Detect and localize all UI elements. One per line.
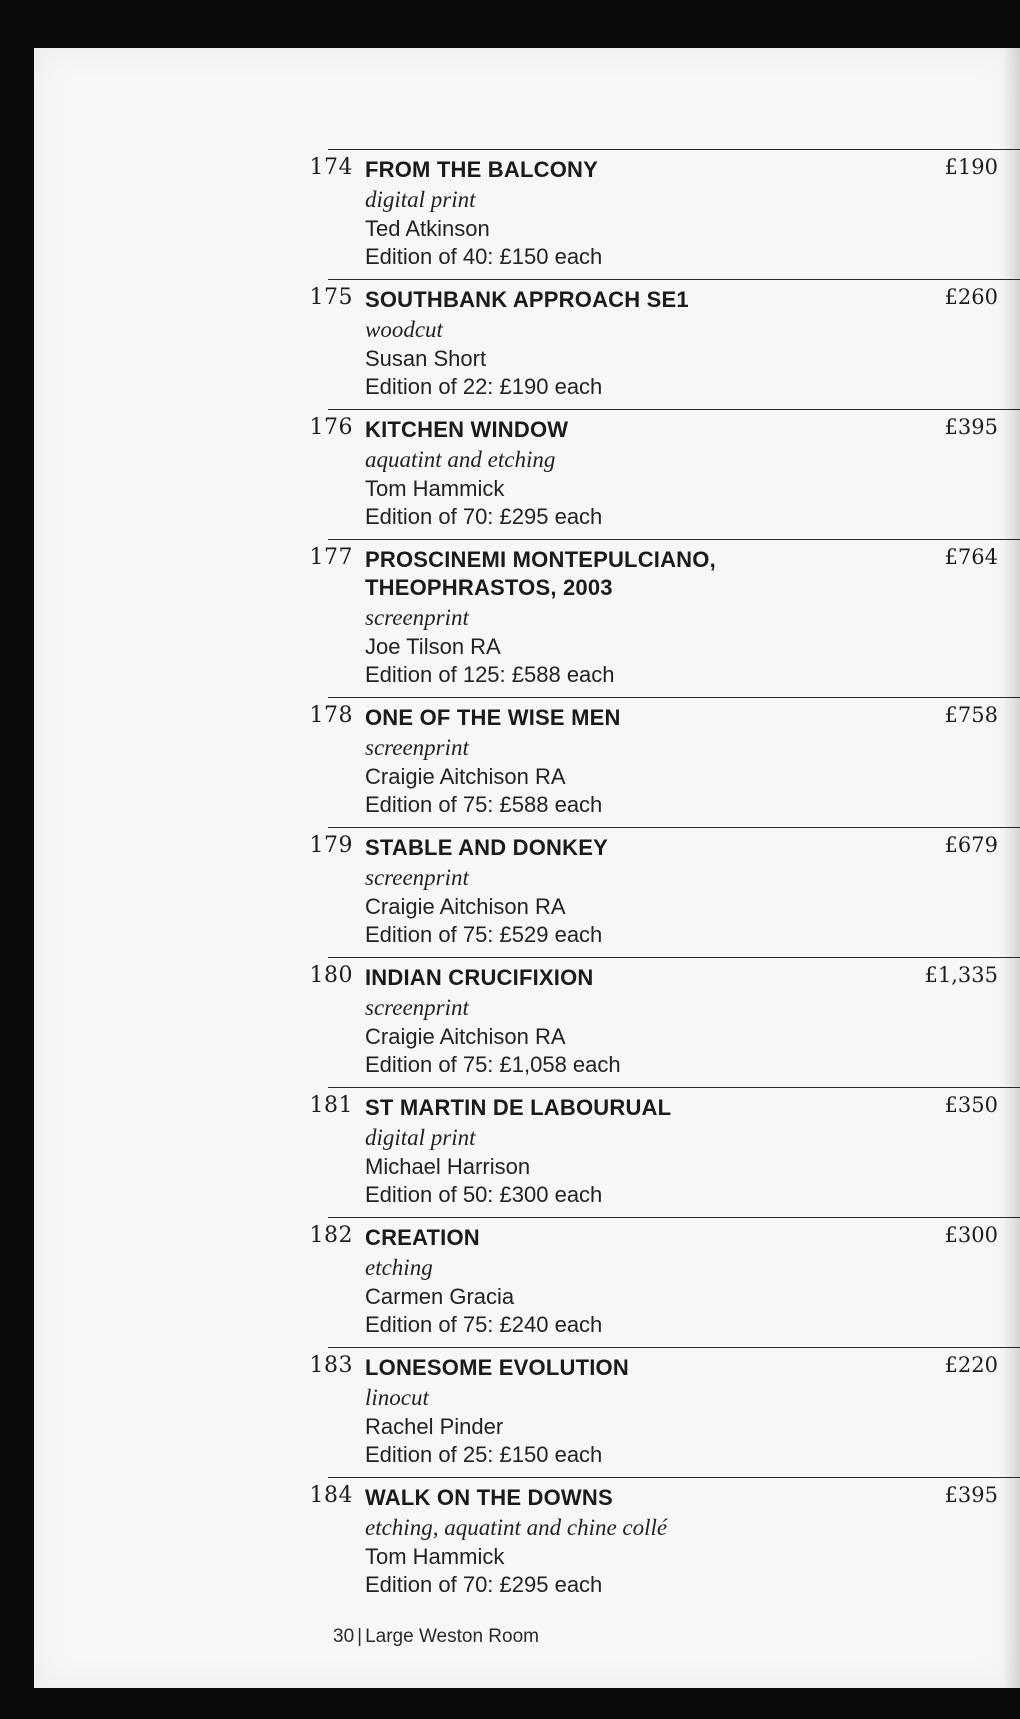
entry-medium: screenprint xyxy=(365,865,469,890)
entry-price: £395 xyxy=(944,1483,998,1507)
entry-price: £395 xyxy=(944,415,998,439)
entry-divider xyxy=(328,1347,1020,1348)
entry-title: ONE OF THE WISE MEN xyxy=(365,705,621,730)
entry-title: ST MARTIN DE LABOURUAL xyxy=(365,1095,672,1120)
entry-price: £1,335 xyxy=(924,963,998,987)
entry-180 xyxy=(34,963,1020,1093)
entry-artist: Joe Tilson RA xyxy=(365,633,501,659)
entry-175 xyxy=(34,285,1020,415)
entry-edition: Edition of 50: £300 each xyxy=(365,1182,603,1208)
entry-divider xyxy=(328,1217,1020,1218)
entry-price: £220 xyxy=(944,1353,998,1377)
entry-183 xyxy=(34,1353,1020,1483)
entry-details xyxy=(365,604,615,690)
entry-medium: digital print xyxy=(365,187,476,212)
entry-details xyxy=(365,1124,602,1210)
entry-details xyxy=(365,1254,602,1340)
page-footer xyxy=(333,1626,539,1648)
page-number: 30 xyxy=(333,1626,355,1647)
entry-details xyxy=(365,446,602,532)
entry-title: PROSCINEMI MONTEPULCIANO, xyxy=(365,547,716,572)
entry-divider xyxy=(328,1087,1020,1088)
entry-176 xyxy=(34,415,1020,545)
entry-artist: Tom Hammick xyxy=(365,475,505,501)
entry-details xyxy=(365,734,602,820)
entry-artist: Michael Harrison xyxy=(365,1153,531,1179)
entry-divider xyxy=(328,697,1020,698)
entry-number: 181 xyxy=(309,1093,353,1118)
entry-number: 179 xyxy=(309,833,353,858)
entry-price: £679 xyxy=(944,833,998,857)
entry-title: WALK ON THE DOWNS xyxy=(365,1485,613,1510)
entry-medium: etching, aquatint and chine collé xyxy=(365,1515,668,1540)
entry-medium: linocut xyxy=(365,1385,429,1410)
entry-medium: screenprint xyxy=(365,605,469,630)
entry-artist: Craigie Aitchison RA xyxy=(365,893,566,919)
entry-divider xyxy=(328,149,1020,150)
entry-edition: Edition of 75: £240 each xyxy=(365,1312,603,1338)
entry-divider xyxy=(328,957,1020,958)
entry-number: 184 xyxy=(309,1483,353,1508)
entry-details xyxy=(365,316,602,402)
entry-title: KITCHEN WINDOW xyxy=(365,417,569,442)
entry-details xyxy=(365,994,621,1080)
entry-number: 175 xyxy=(309,285,353,310)
entry-edition: Edition of 70: £295 each xyxy=(365,504,603,530)
entry-181 xyxy=(34,1093,1020,1223)
catalogue-page xyxy=(34,48,1020,1688)
entry-details xyxy=(365,1384,602,1470)
footer-separator: | xyxy=(357,1626,363,1647)
entry-artist: Tom Hammick xyxy=(365,1543,505,1569)
entry-title: FROM THE BALCONY xyxy=(365,157,598,182)
entry-edition: Edition of 40: £150 each xyxy=(365,244,603,270)
section-name: Large Weston Room xyxy=(365,1626,539,1647)
entry-artist: Rachel Pinder xyxy=(365,1413,504,1439)
entry-details xyxy=(365,864,602,950)
entry-edition: Edition of 75: £529 each xyxy=(365,922,603,948)
entry-178 xyxy=(34,703,1020,833)
entry-divider xyxy=(328,279,1020,280)
entry-edition: Edition of 25: £150 each xyxy=(365,1442,603,1468)
entry-divider xyxy=(328,409,1020,410)
entry-artist: Craigie Aitchison RA xyxy=(365,763,566,789)
entry-details xyxy=(365,186,602,272)
entry-medium: aquatint and etching xyxy=(365,447,556,472)
entry-price: £300 xyxy=(944,1223,998,1247)
entry-price: £260 xyxy=(944,285,998,309)
entry-177 xyxy=(34,545,1020,703)
entry-number: 180 xyxy=(309,963,353,988)
entry-artist: Ted Atkinson xyxy=(365,215,490,241)
entry-edition: Edition of 75: £1,058 each xyxy=(365,1052,621,1078)
entry-title: STABLE AND DONKEY xyxy=(365,835,608,860)
entry-details xyxy=(365,1514,667,1600)
entry-number: 176 xyxy=(309,415,353,440)
entry-title: INDIAN CRUCIFIXION xyxy=(365,965,594,990)
entry-artist: Susan Short xyxy=(365,345,487,371)
entry-divider xyxy=(328,1477,1020,1478)
entry-price: £758 xyxy=(944,703,998,727)
entry-medium: digital print xyxy=(365,1125,476,1150)
entry-medium: etching xyxy=(365,1255,433,1280)
entry-divider xyxy=(328,539,1020,540)
entry-number: 178 xyxy=(309,703,353,728)
entry-divider xyxy=(328,827,1020,828)
entry-184 xyxy=(34,1483,1020,1613)
entry-174 xyxy=(34,155,1020,285)
entry-medium: screenprint xyxy=(365,735,469,760)
entry-number: 174 xyxy=(309,155,353,180)
entry-edition: Edition of 75: £588 each xyxy=(365,792,603,818)
entry-title: CREATION xyxy=(365,1225,480,1250)
entry-artist: Carmen Gracia xyxy=(365,1283,515,1309)
entry-title-line-2: THEOPHRASTOS, 2003 xyxy=(365,575,613,600)
entry-edition: Edition of 70: £295 each xyxy=(365,1572,603,1598)
entry-title: SOUTHBANK APPROACH SE1 xyxy=(365,287,689,312)
entry-title: LONESOME EVOLUTION xyxy=(365,1355,629,1380)
entry-number: 183 xyxy=(309,1353,353,1378)
entry-price: £764 xyxy=(944,545,998,569)
entry-number: 177 xyxy=(309,545,353,570)
entry-number: 182 xyxy=(309,1223,353,1248)
entry-medium: woodcut xyxy=(365,317,443,342)
entry-edition: Edition of 22: £190 each xyxy=(365,374,603,400)
entry-price: £350 xyxy=(944,1093,998,1117)
entry-artist: Craigie Aitchison RA xyxy=(365,1023,566,1049)
entry-price: £190 xyxy=(944,155,998,179)
entry-medium: screenprint xyxy=(365,995,469,1020)
entry-179 xyxy=(34,833,1020,963)
entry-182 xyxy=(34,1223,1020,1353)
entry-edition: Edition of 125: £588 each xyxy=(365,662,615,688)
